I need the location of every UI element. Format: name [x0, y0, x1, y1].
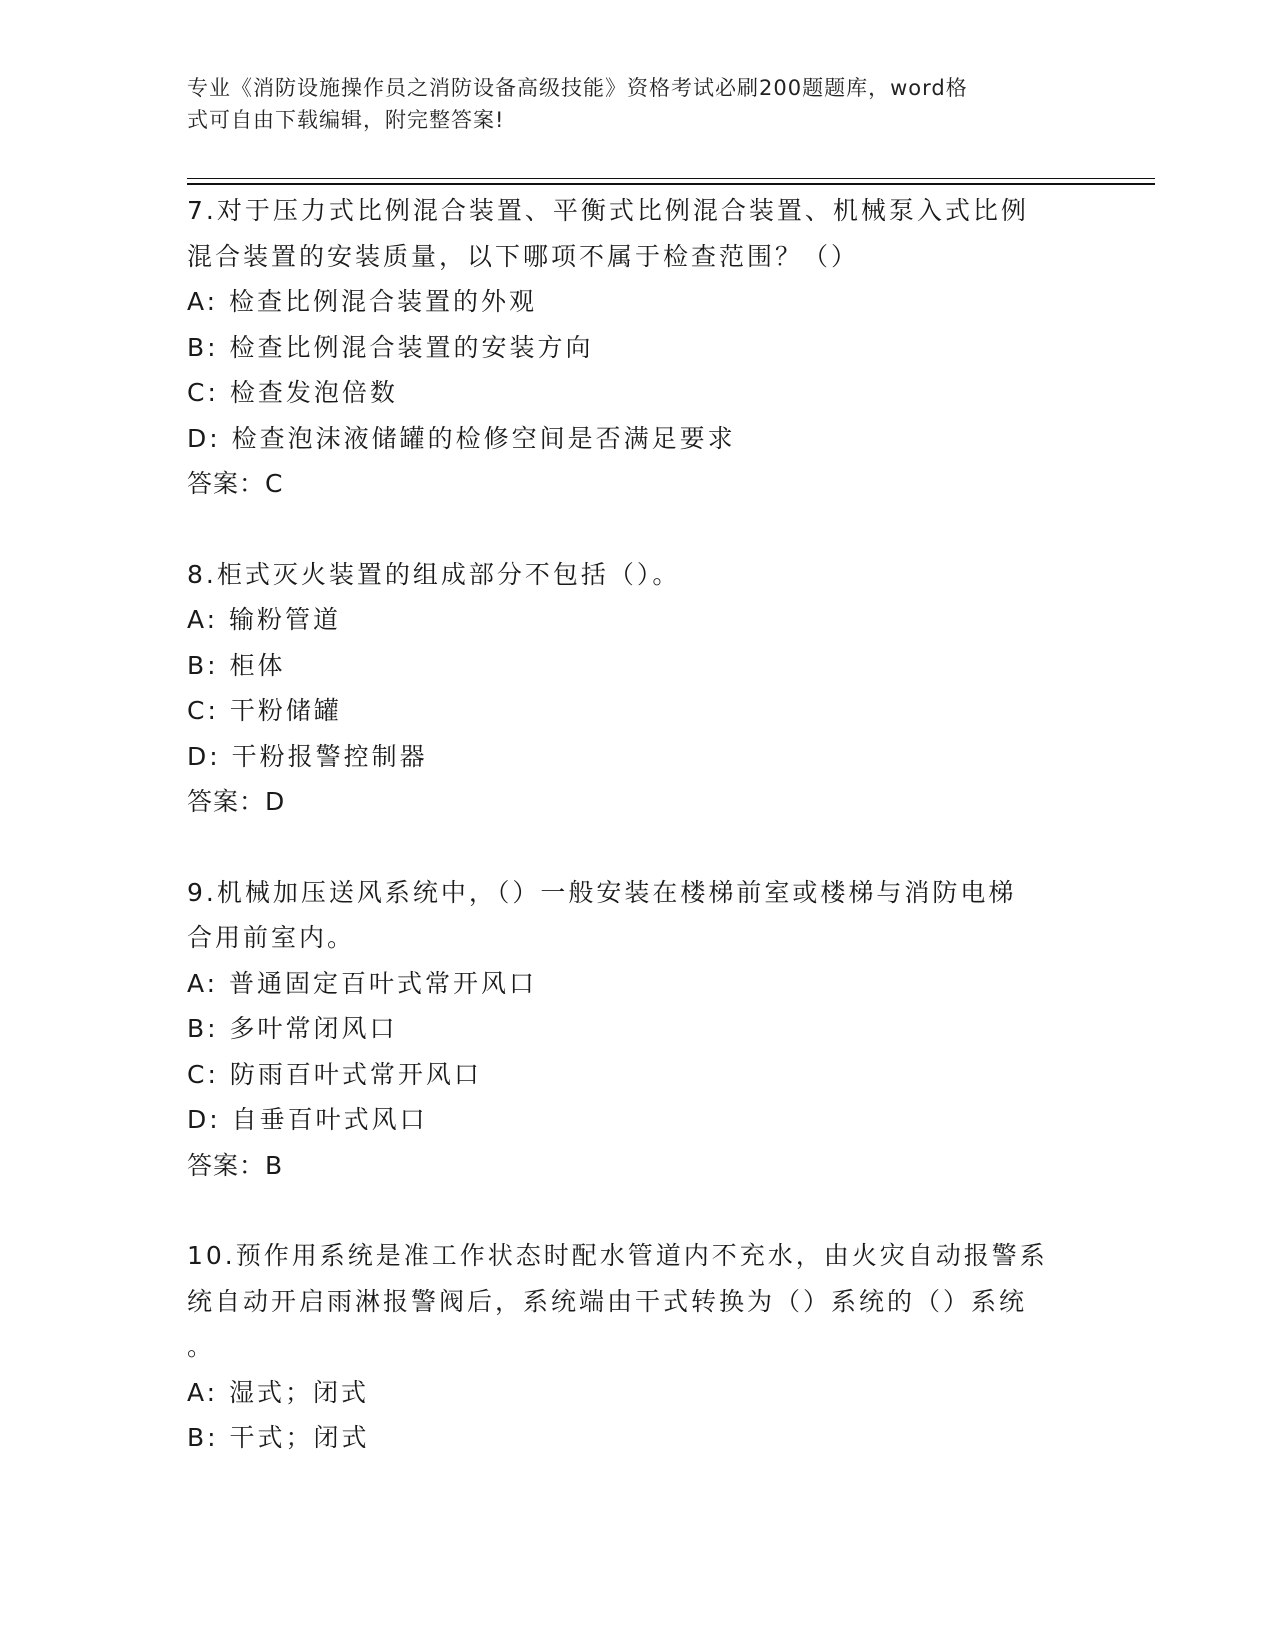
- question-9: [187, 870, 1087, 1189]
- answer-label: 答案：C: [187, 469, 284, 498]
- header-rule-thin: [187, 178, 1155, 179]
- answer-label: 答案：B: [187, 1150, 284, 1180]
- option-a: A: 普通固定百叶式常开风口: [187, 968, 538, 998]
- option-b: B: 检查比例混合装置的安装方向: [187, 332, 594, 362]
- document-header: [187, 72, 1067, 136]
- option-a: A: 湿式；闭式: [187, 1377, 370, 1407]
- question-stem-line: 7.对于压力式比例混合装置、平衡式比例混合装置、机械泵入式比例: [187, 196, 1029, 225]
- question-spacer: [187, 507, 1087, 552]
- answer-label: 答案：D: [187, 787, 286, 816]
- question-spacer: [187, 825, 1087, 870]
- option-d: D: 检查泡沫液储罐的检修空间是否满足要求: [187, 423, 736, 453]
- option-c: C: 干粉储罐: [187, 696, 342, 725]
- question-stem-line: 9.机械加压送风系统中，（）一般安装在楼梯前室或楼梯与消防电梯: [187, 877, 1017, 907]
- header-rule-thick: [187, 183, 1155, 185]
- option-d: D: 自垂百叶式风口: [187, 1105, 428, 1134]
- question-stem-line: 混合装置的安装质量，以下哪项不属于检查范围？（）: [187, 241, 860, 271]
- question-stem-line: 10.预作用系统是准工作状态时配水管道内不充水，由火灾自动报警系: [187, 1241, 1048, 1270]
- option-b: B: 多叶常闭风口: [187, 1014, 398, 1043]
- option-a: A: 检查比例混合装置的外观: [187, 287, 538, 316]
- header-line-1: 专业《消防设施操作员之消防设备高级技能》资格考试必刷200题题库，word格: [187, 76, 968, 100]
- question-stem-line: 合用前室内。: [187, 923, 356, 952]
- question-8: [187, 552, 1087, 825]
- question-stem-line: 。: [187, 1332, 216, 1361]
- option-c: C: 防雨百叶式常开风口: [187, 1059, 482, 1089]
- question-10: [187, 1233, 1087, 1461]
- question-stem-line: 8.柜式灭火装置的组成部分不包括（）。: [187, 559, 681, 589]
- option-b: B: 柜体: [187, 650, 286, 680]
- question-spacer: [187, 1188, 1087, 1233]
- question-7: [187, 188, 1087, 507]
- option-c: C: 检查发泡倍数: [187, 378, 398, 407]
- question-list: [187, 188, 1087, 1461]
- header-line-2: 式可自由下载编辑，附完整答案!: [187, 108, 505, 132]
- option-b: B: 干式；闭式: [187, 1423, 370, 1452]
- option-a: A: 输粉管道: [187, 605, 342, 634]
- question-stem-line: 统自动开启雨淋报警阀后，系统端由干式转换为（）系统的（）系统: [187, 1286, 1028, 1316]
- option-d: D: 干粉报警控制器: [187, 741, 428, 771]
